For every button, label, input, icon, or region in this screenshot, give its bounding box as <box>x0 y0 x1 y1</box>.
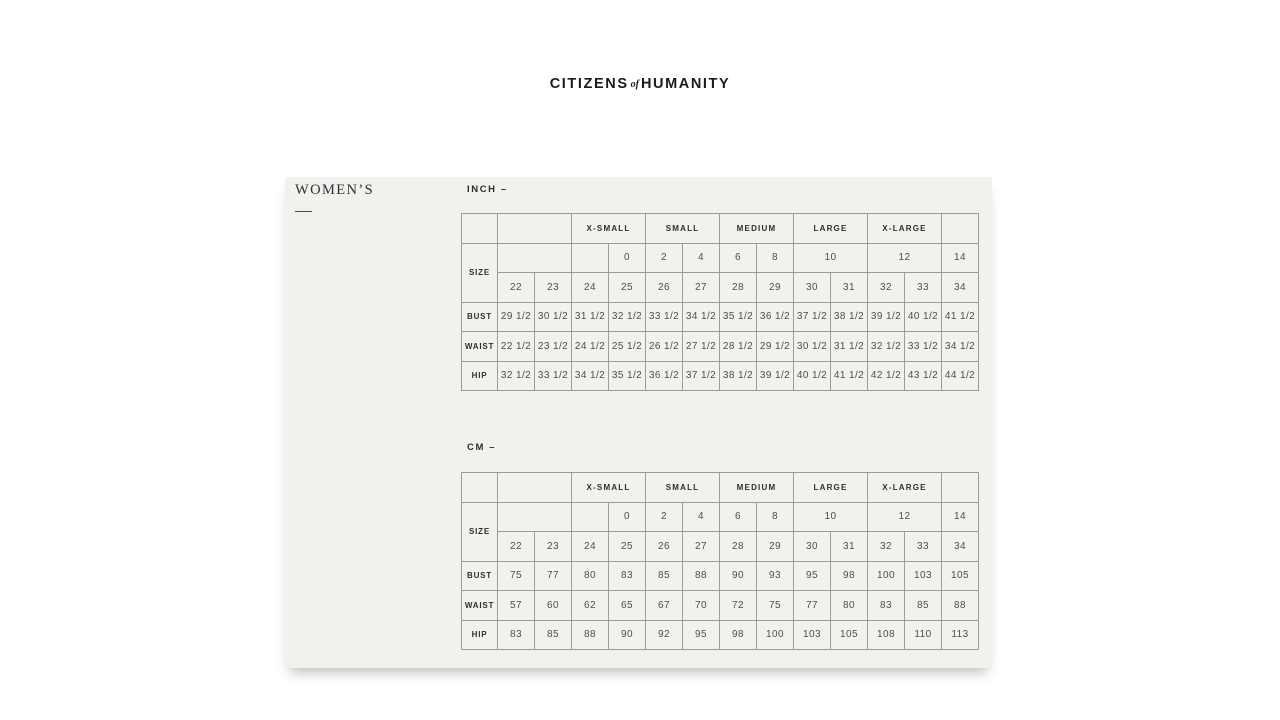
measurement-cell: 28 1/2 <box>720 332 757 362</box>
measurement-cell: 35 1/2 <box>609 361 646 391</box>
denim-size-cell: 24 <box>572 273 609 303</box>
measurement-cell: 33 1/2 <box>646 302 683 332</box>
measurement-row <box>462 561 979 591</box>
size-group-header <box>942 214 979 244</box>
denim-size-cell: 29 <box>757 273 794 303</box>
denim-size-cell: 30 <box>794 532 831 562</box>
denim-size-cell: 22 <box>498 273 535 303</box>
measurement-cell: 29 1/2 <box>757 332 794 362</box>
size-group-header: MEDIUM <box>720 473 794 503</box>
measurement-cell: 27 1/2 <box>683 332 720 362</box>
measurement-cell: 75 <box>757 591 794 621</box>
size-axis-label: SIZE <box>462 243 498 302</box>
measurement-cell: 65 <box>609 591 646 621</box>
measurement-row <box>462 620 979 650</box>
measurement-cell: 80 <box>572 561 609 591</box>
measurement-cell: 103 <box>794 620 831 650</box>
denim-size-cell: 31 <box>831 532 868 562</box>
measurement-cell: 36 1/2 <box>757 302 794 332</box>
denim-size-cell: 31 <box>831 273 868 303</box>
measurement-cell: 75 <box>498 561 535 591</box>
numeric-size-cell: 2 <box>646 243 683 273</box>
measurement-cell: 30 1/2 <box>535 302 572 332</box>
size-group-header: LARGE <box>794 214 868 244</box>
corner-cell <box>462 214 498 244</box>
size-group-header: SMALL <box>646 473 720 503</box>
measurement-cell: 88 <box>942 591 979 621</box>
measurement-cell: 37 1/2 <box>683 361 720 391</box>
logo-text-humanity: HUMANITY <box>640 76 731 92</box>
measurement-cell: 93 <box>757 561 794 591</box>
denim-size-cell: 22 <box>498 532 535 562</box>
size-group-header: X-LARGE <box>868 473 942 503</box>
numeric-size-cell: 2 <box>646 502 683 532</box>
size-group-header: X-LARGE <box>868 214 942 244</box>
measurement-cell: 95 <box>683 620 720 650</box>
measurement-cell: 57 <box>498 591 535 621</box>
measurement-cell: 90 <box>609 620 646 650</box>
measurement-cell: 25 1/2 <box>609 332 646 362</box>
measurement-cell: 31 1/2 <box>572 302 609 332</box>
measurement-cell: 62 <box>572 591 609 621</box>
denim-size-cell: 30 <box>794 273 831 303</box>
denim-size-cell: 32 <box>868 532 905 562</box>
measurement-cell: 105 <box>942 561 979 591</box>
numeric-size-cell: 6 <box>720 502 757 532</box>
measurement-cell: 36 1/2 <box>646 361 683 391</box>
measurement-cell: 60 <box>535 591 572 621</box>
measurement-cell: 40 1/2 <box>905 302 942 332</box>
title-underline <box>295 211 312 212</box>
measurement-cell: 34 1/2 <box>683 302 720 332</box>
denim-size-cell: 26 <box>646 273 683 303</box>
measurement-cell: 83 <box>498 620 535 650</box>
measurement-cell: 42 1/2 <box>868 361 905 391</box>
numeric-size-cell: 8 <box>757 243 794 273</box>
numeric-size-cell: 0 <box>609 502 646 532</box>
denim-size-cell: 23 <box>535 532 572 562</box>
logo-text-of: of <box>630 79 639 90</box>
inch-section-label: INCH – <box>467 184 508 195</box>
numeric-size-cell: 14 <box>942 502 979 532</box>
denim-size-cell: 28 <box>720 273 757 303</box>
measurement-cell: 24 1/2 <box>572 332 609 362</box>
numeric-size-cell <box>498 243 572 273</box>
size-axis-label: SIZE <box>462 502 498 561</box>
size-group-header: SMALL <box>646 214 720 244</box>
denim-size-cell: 23 <box>535 273 572 303</box>
measurement-row <box>462 591 979 621</box>
row-label-hip: HIP <box>462 361 498 391</box>
measurement-cell: 39 1/2 <box>868 302 905 332</box>
measurement-cell: 105 <box>831 620 868 650</box>
size-table <box>461 472 979 650</box>
measurement-cell: 70 <box>683 591 720 621</box>
measurement-cell: 38 1/2 <box>720 361 757 391</box>
measurement-cell: 37 1/2 <box>794 302 831 332</box>
measurement-cell: 72 <box>720 591 757 621</box>
numeric-size-cell: 10 <box>794 243 868 273</box>
cm-section-label: CM – <box>467 442 497 453</box>
measurement-cell: 41 1/2 <box>831 361 868 391</box>
measurement-cell: 108 <box>868 620 905 650</box>
size-group-header <box>498 214 572 244</box>
measurement-cell: 85 <box>535 620 572 650</box>
size-chart-panel <box>285 177 992 668</box>
panel-title-block <box>295 182 374 212</box>
brand-logo <box>0 75 1280 93</box>
numeric-size-cell: 10 <box>794 502 868 532</box>
denim-size-cell: 34 <box>942 532 979 562</box>
measurement-cell: 26 1/2 <box>646 332 683 362</box>
measurement-cell: 113 <box>942 620 979 650</box>
numeric-size-cell: 8 <box>757 502 794 532</box>
denim-size-cell: 27 <box>683 273 720 303</box>
measurement-row <box>462 361 979 391</box>
measurement-cell: 77 <box>535 561 572 591</box>
size-group-header <box>498 473 572 503</box>
numeric-size-cell: 14 <box>942 243 979 273</box>
measurement-cell: 38 1/2 <box>831 302 868 332</box>
measurement-cell: 30 1/2 <box>794 332 831 362</box>
row-label-waist: WAIST <box>462 332 498 362</box>
measurement-cell: 103 <box>905 561 942 591</box>
measurement-cell: 98 <box>831 561 868 591</box>
measurement-cell: 44 1/2 <box>942 361 979 391</box>
measurement-cell: 34 1/2 <box>942 332 979 362</box>
measurement-cell: 32 1/2 <box>498 361 535 391</box>
measurement-cell: 31 1/2 <box>831 332 868 362</box>
measurement-cell: 92 <box>646 620 683 650</box>
size-group-header: LARGE <box>794 473 868 503</box>
measurement-cell: 22 1/2 <box>498 332 535 362</box>
measurement-cell: 33 1/2 <box>535 361 572 391</box>
row-label-hip: HIP <box>462 620 498 650</box>
measurement-row <box>462 302 979 332</box>
denim-size-cell: 34 <box>942 273 979 303</box>
size-group-header: X-SMALL <box>572 473 646 503</box>
measurement-cell: 90 <box>720 561 757 591</box>
measurement-cell: 83 <box>868 591 905 621</box>
denim-size-cell: 33 <box>905 273 942 303</box>
size-group-header: MEDIUM <box>720 214 794 244</box>
measurement-row <box>462 332 979 362</box>
measurement-cell: 40 1/2 <box>794 361 831 391</box>
numeric-size-cell: 6 <box>720 243 757 273</box>
measurement-cell: 34 1/2 <box>572 361 609 391</box>
measurement-cell: 33 1/2 <box>905 332 942 362</box>
measurement-cell: 39 1/2 <box>757 361 794 391</box>
measurement-cell: 77 <box>794 591 831 621</box>
numeric-size-cell: 0 <box>609 243 646 273</box>
measurement-cell: 32 1/2 <box>609 302 646 332</box>
cm-size-table <box>461 472 979 650</box>
size-table <box>461 213 979 391</box>
denim-size-cell: 24 <box>572 532 609 562</box>
denim-size-cell: 25 <box>609 273 646 303</box>
corner-cell <box>462 473 498 503</box>
row-label-bust: BUST <box>462 561 498 591</box>
size-group-header <box>942 473 979 503</box>
measurement-cell: 100 <box>757 620 794 650</box>
inch-size-table <box>461 213 979 391</box>
measurement-cell: 67 <box>646 591 683 621</box>
panel-title: WOMEN’S <box>295 182 375 198</box>
numeric-size-cell: 12 <box>868 502 942 532</box>
numeric-size-cell: 4 <box>683 243 720 273</box>
measurement-cell: 23 1/2 <box>535 332 572 362</box>
measurement-cell: 85 <box>905 591 942 621</box>
measurement-cell: 35 1/2 <box>720 302 757 332</box>
measurement-cell: 100 <box>868 561 905 591</box>
denim-size-cell: 33 <box>905 532 942 562</box>
denim-size-cell: 32 <box>868 273 905 303</box>
numeric-size-cell <box>572 502 609 532</box>
size-group-header: X-SMALL <box>572 214 646 244</box>
measurement-cell: 110 <box>905 620 942 650</box>
measurement-cell: 88 <box>572 620 609 650</box>
numeric-size-cell <box>498 502 572 532</box>
row-label-bust: BUST <box>462 302 498 332</box>
measurement-cell: 29 1/2 <box>498 302 535 332</box>
denim-size-cell: 25 <box>609 532 646 562</box>
measurement-cell: 43 1/2 <box>905 361 942 391</box>
measurement-cell: 32 1/2 <box>868 332 905 362</box>
row-label-waist: WAIST <box>462 591 498 621</box>
logo-text-citizens: CITIZENS <box>549 76 629 92</box>
numeric-size-cell: 12 <box>868 243 942 273</box>
measurement-cell: 85 <box>646 561 683 591</box>
numeric-size-cell <box>572 243 609 273</box>
numeric-size-cell: 4 <box>683 502 720 532</box>
measurement-cell: 95 <box>794 561 831 591</box>
denim-size-cell: 29 <box>757 532 794 562</box>
denim-size-cell: 27 <box>683 532 720 562</box>
measurement-cell: 83 <box>609 561 646 591</box>
denim-size-cell: 28 <box>720 532 757 562</box>
measurement-cell: 98 <box>720 620 757 650</box>
measurement-cell: 80 <box>831 591 868 621</box>
denim-size-cell: 26 <box>646 532 683 562</box>
measurement-cell: 41 1/2 <box>942 302 979 332</box>
measurement-cell: 88 <box>683 561 720 591</box>
